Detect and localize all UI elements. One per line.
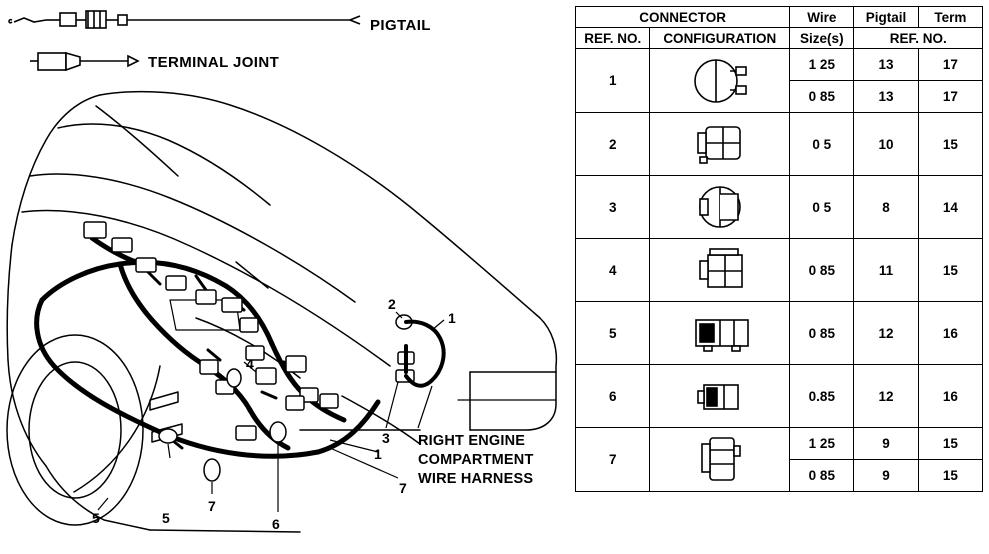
row-1-term-2: 17 (918, 81, 982, 113)
row-4-config (650, 239, 790, 302)
header-connector: CONNECTOR (576, 7, 790, 28)
row-2-term: 15 (918, 113, 982, 176)
header-configuration: CONFIGURATION (650, 28, 790, 49)
callout-6: 6 (272, 516, 280, 532)
small-flat-connector-icon (680, 369, 760, 423)
callout-3: 3 (382, 430, 390, 446)
table-header-row-2 (576, 28, 983, 49)
row-1-wire-2: 0 85 (790, 81, 854, 113)
callout-5-mid: 5 (162, 510, 170, 526)
round-notch-connector-icon (680, 180, 760, 234)
row-1-pigtail-2: 13 (854, 81, 918, 113)
connector-table (575, 6, 983, 492)
row-7-ref: 7 (576, 428, 650, 492)
row-6-config (650, 365, 790, 428)
callout-2-top: 2 (388, 296, 396, 312)
round-cap-connector-icon (680, 54, 760, 108)
table-row (576, 302, 983, 365)
row-4-pigtail: 11 (854, 239, 918, 302)
row-6-wire: 0.85 (790, 365, 854, 428)
row-7-config (650, 428, 790, 492)
square-4way-connector-icon (680, 117, 760, 171)
row-2-pigtail: 10 (854, 113, 918, 176)
row-7-wire-2: 0 85 (790, 460, 854, 492)
harness-caption: RIGHT ENGINE COMPARTMENT WIRE HARNESS (418, 433, 534, 487)
row-3-config (650, 176, 790, 239)
header-ref-no: REF. NO. (576, 28, 650, 49)
row-7-term-1: 15 (918, 428, 982, 460)
row-7-pigtail-1: 9 (854, 428, 918, 460)
callout-7-mid: 7 (208, 498, 216, 514)
row-5-pigtail: 12 (854, 302, 918, 365)
row-3-ref: 3 (576, 176, 650, 239)
table-row (576, 176, 983, 239)
row-6-ref: 6 (576, 365, 650, 428)
row-6-pigtail: 12 (854, 365, 918, 428)
row-3-pigtail: 8 (854, 176, 918, 239)
callout-1-top: 1 (448, 310, 456, 326)
row-2-ref: 2 (576, 113, 650, 176)
pigtail-label: PIGTAIL (370, 17, 431, 34)
table-row (576, 49, 983, 81)
row-2-wire: 0 5 (790, 113, 854, 176)
row-7-wire-1: 1 25 (790, 428, 854, 460)
callout-4: 4 (246, 356, 254, 372)
table-header-row-1 (576, 7, 983, 28)
row-4-wire: 0 85 (790, 239, 854, 302)
callout-1-bottom: 1 (374, 446, 382, 462)
row-4-term: 15 (918, 239, 982, 302)
table-row (576, 239, 983, 302)
row-1-wire-1: 1 25 (790, 49, 854, 81)
table-row (576, 365, 983, 428)
row-5-ref: 5 (576, 302, 650, 365)
callout-5-left: 5 (92, 510, 100, 526)
header-wire: Wire (790, 7, 854, 28)
header-term: Term (918, 7, 982, 28)
header-ref-no-2: REF. NO. (854, 28, 983, 49)
row-1-ref: 1 (576, 49, 650, 113)
row-1-config (650, 49, 790, 113)
row-6-term: 16 (918, 365, 982, 428)
callout-7-right: 7 (399, 480, 407, 496)
row-5-config (650, 302, 790, 365)
wide-flat-connector-icon (680, 306, 760, 360)
row-3-wire: 0 5 (790, 176, 854, 239)
row-1-term-1: 17 (918, 49, 982, 81)
header-pigtail: Pigtail (854, 7, 918, 28)
table-row (576, 113, 983, 176)
row-7-term-2: 15 (918, 460, 982, 492)
header-size: Size(s) (790, 28, 854, 49)
terminal-joint-label: TERMINAL JOINT (148, 54, 280, 71)
row-1-pigtail-1: 13 (854, 49, 918, 81)
tall-block-connector-icon (680, 432, 760, 488)
row-5-wire: 0 85 (790, 302, 854, 365)
row-7-pigtail-2: 9 (854, 460, 918, 492)
row-2-config (650, 113, 790, 176)
rect-6way-connector-icon (680, 243, 760, 297)
row-3-term: 14 (918, 176, 982, 239)
row-4-ref: 4 (576, 239, 650, 302)
row-5-term: 16 (918, 302, 982, 365)
table-row (576, 428, 983, 460)
